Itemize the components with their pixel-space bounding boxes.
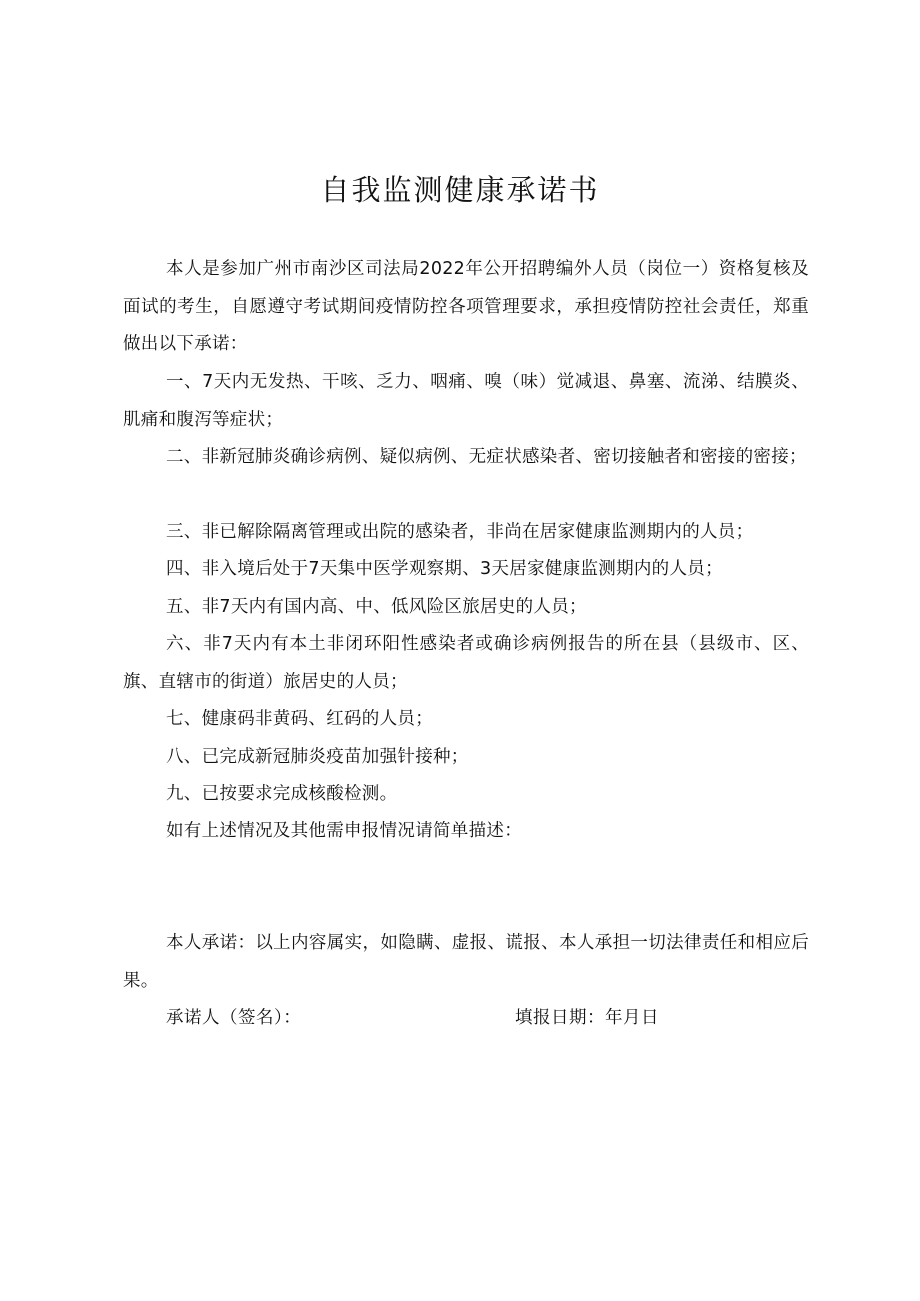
- pledge-item-9: 九、已按要求完成核酸检测。: [166, 784, 398, 804]
- pledge-item-3: 三、非已解除隔离管理或出院的感染者，非尚在居家健康监测期内的人员；: [166, 522, 754, 542]
- signature-row: [166, 1000, 766, 1037]
- pledge-item-4: 四、非入境后处于7天集中医学观察期、3天居家健康监测期内的人员；: [166, 559, 723, 579]
- pledge-item-6: 六、非7天内有本土非闭环阳性感染者或确诊病例报告的所在县（县级市、区、旗、直辖市的街道）旅居史的人员；: [123, 634, 809, 692]
- pledge-item-1: 一、7天内无发热、干咳、乏力、咽痛、嗅（味）觉减退、鼻塞、流涕、结膜炎、肌痛和腹泻等症状；: [123, 372, 809, 430]
- document-title: 自我监测健康承诺书: [320, 173, 600, 207]
- pledge-item-8: 八、已完成新冠肺炎疫苗加强针接种；: [166, 747, 469, 767]
- intro-paragraph: 本人是参加广州市南沙区司法局2022年公开招聘编外人员（岗位一）资格复核及面试的考生，自愿遵守考试期间疫情防控各项管理要求，承担疫情防控社会责任，郑重做出以下承诺：: [123, 259, 809, 354]
- pledge-item-2: 二、非新冠肺炎确诊病例、疑似病例、无症状感染者、密切接触者和密接的密接；: [166, 447, 807, 467]
- pledge-statement: 本人承诺：以上内容属实，如隐瞒、虚报、谎报、本人承担一切法律责任和相应后果。: [123, 933, 809, 991]
- other-situation-prompt: 如有上述情况及其他需申报情况请简单描述：: [166, 821, 522, 841]
- signature-label: 承诺人（签名）：: [166, 1008, 302, 1028]
- pledge-item-5: 五、非7天内有国内高、中、低风险区旅居史的人员；: [166, 597, 587, 617]
- pledge-item-7: 七、健康码非黄码、红码的人员；: [166, 709, 433, 729]
- date-label: 填报日期：年月日: [515, 1008, 659, 1028]
